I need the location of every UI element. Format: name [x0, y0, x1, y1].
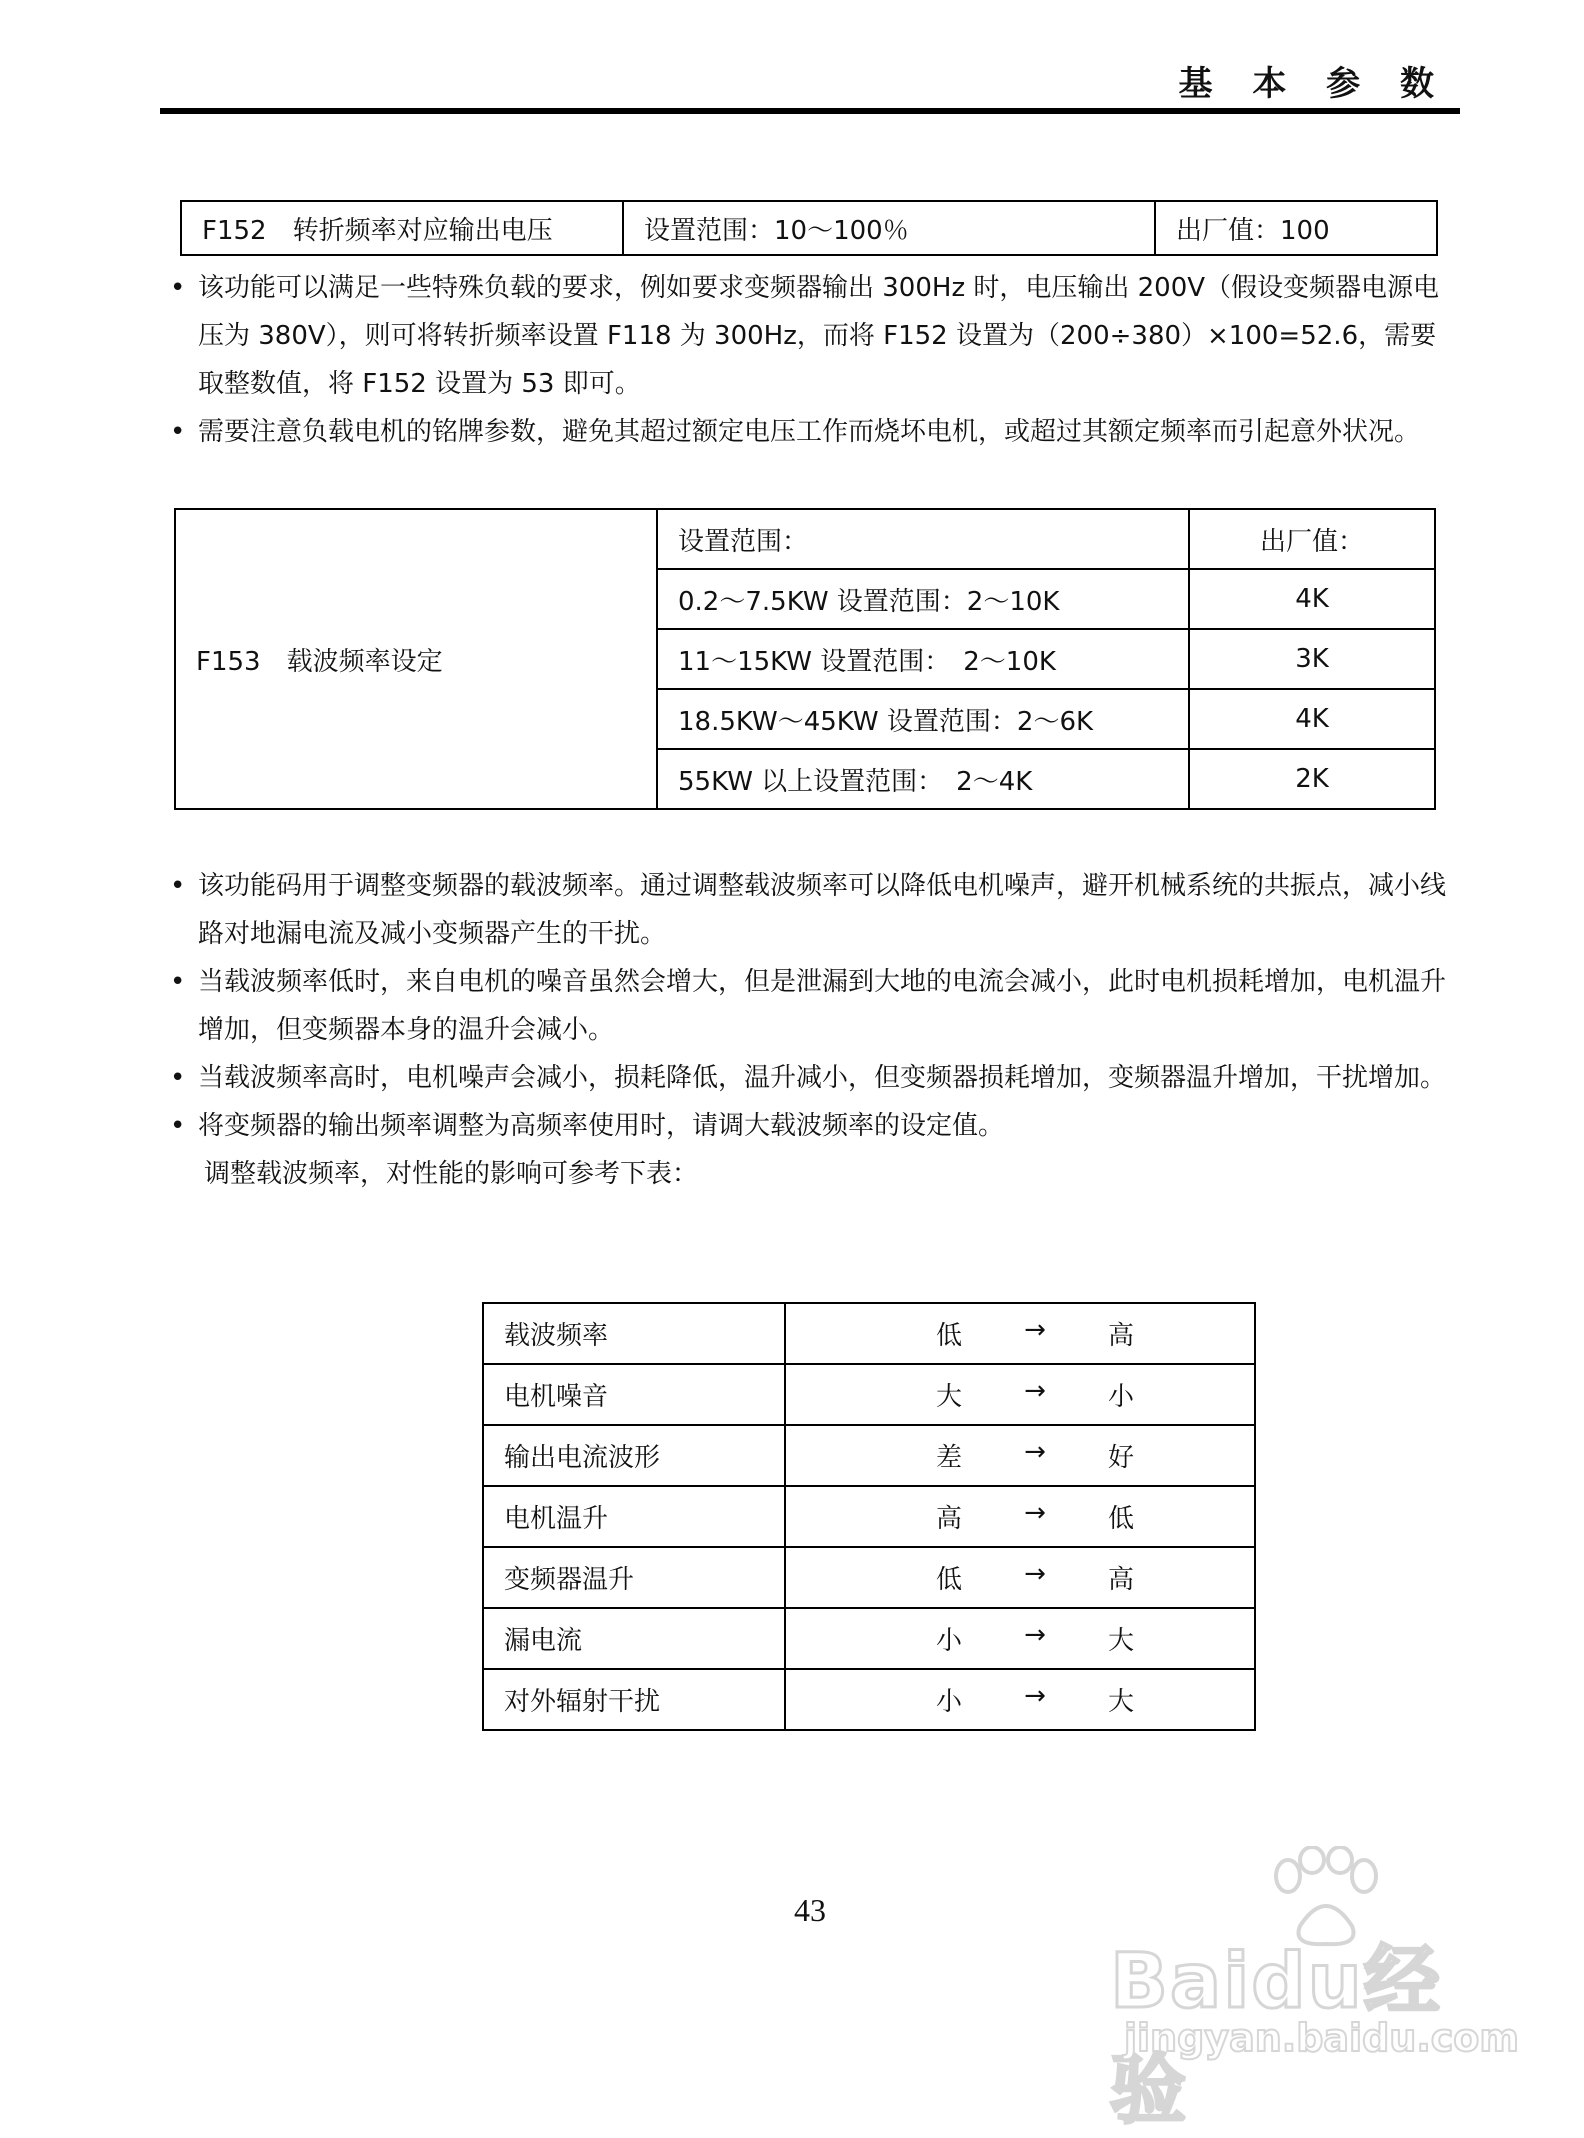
effect-from: 低: [936, 1565, 963, 1595]
effect-from: 低: [936, 1321, 963, 1351]
f152-parameter-table: [180, 200, 1438, 256]
f153-note-2: • 当载波频率低时，来自电机的噪音虽然会增大，但是泄漏到大地的电流会减小，此时电机损耗增加，电机温升增加，但变频器本身的温升会减小。: [170, 958, 1460, 1054]
effect-to: 大: [1107, 1687, 1134, 1717]
carrier-effects-table: [482, 1302, 1256, 1731]
effect-item: 漏电流: [483, 1608, 785, 1669]
f153-row-default: 2K: [1189, 749, 1435, 809]
arrow-icon: →: [1024, 1620, 1046, 1650]
effect-to: 高: [1107, 1565, 1134, 1595]
f153-note-4: • 将变频器的输出频率调整为高频率使用时，请调大载波频率的设定值。: [170, 1102, 1460, 1150]
arrow-icon: →: [1024, 1559, 1046, 1589]
f152-range: 设置范围：10～100％: [623, 201, 1155, 255]
f153-code-name: F153 载波频率设定: [175, 509, 657, 809]
page-number: 43: [794, 1892, 826, 1928]
f152-code-name: F152 转折频率对应输出电压: [181, 201, 623, 255]
f153-row-range: 55KW 以上设置范围： 2～4K: [657, 749, 1189, 809]
f152-default: 出厂值：100: [1155, 201, 1437, 255]
header-title: 基 本 参 数: [1178, 64, 1448, 104]
effect-to: 好: [1107, 1443, 1134, 1473]
effect-to: 大: [1107, 1626, 1134, 1656]
effect-item: 载波频率: [483, 1303, 785, 1364]
effect-to: 小: [1107, 1382, 1134, 1412]
f152-note-1: • 该功能可以满足一些特殊负载的要求，例如要求变频器输出 300Hz 时，电压输出 200V（假设变频器电源电压为 380V），则可将转折频率设置 F118 为 300Hz，而将 F152 设置为（200÷380）×100=52.6，需要取整数值，将 F152 设置为 53 即可。: [170, 264, 1460, 408]
f153-note-3: • 当载波频率高时，电机噪声会减小，损耗降低，温升减小，但变频器损耗增加，变频器温升增加，干扰增加。: [170, 1054, 1460, 1102]
arrow-icon: →: [1024, 1376, 1046, 1406]
effect-item: 对外辐射干扰: [483, 1669, 785, 1730]
arrow-icon: →: [1024, 1681, 1046, 1711]
effect-item: 变频器温升: [483, 1547, 785, 1608]
f153-row-range: 11～15KW 设置范围： 2～10K: [657, 629, 1189, 689]
effect-item: 电机温升: [483, 1486, 785, 1547]
effect-from: 差: [936, 1443, 963, 1473]
effect-from: 小: [936, 1687, 963, 1717]
watermark-brand: Baidu经验: [1110, 1936, 1442, 2134]
f153-row-range: 0.2～7.5KW 设置范围：2～10K: [657, 569, 1189, 629]
arrow-icon: →: [1024, 1498, 1046, 1528]
f153-header-default: 出厂值：: [1189, 509, 1435, 569]
f153-intro: 调整载波频率，对性能的影响可参考下表：: [204, 1159, 699, 1189]
watermark-domain: jingyan.baidu.com: [1124, 2016, 1519, 2060]
f153-row-default: 4K: [1189, 569, 1435, 629]
effect-item: 电机噪音: [483, 1364, 785, 1425]
arrow-icon: →: [1024, 1437, 1046, 1467]
effect-from: 高: [936, 1504, 963, 1534]
f153-parameter-table: [174, 508, 1436, 810]
f153-note-1: • 该功能码用于调整变频器的载波频率。通过调整载波频率可以降低电机噪声，避开机械系统的共振点，减小线路对地漏电流及减小变频器产生的干扰。: [170, 862, 1460, 958]
f153-row-default: 3K: [1189, 629, 1435, 689]
effect-from: 小: [936, 1626, 963, 1656]
f153-header-range: 设置范围：: [657, 509, 1189, 569]
effect-item: 输出电流波形: [483, 1425, 785, 1486]
f153-row-default: 4K: [1189, 689, 1435, 749]
f152-note-2: • 需要注意负载电机的铭牌参数，避免其超过额定电压工作而烧坏电机，或超过其额定频率而引起意外状况。: [170, 408, 1460, 456]
effect-from: 大: [936, 1382, 963, 1412]
arrow-icon: →: [1024, 1315, 1046, 1345]
f153-notes: [170, 862, 1460, 1198]
f152-notes: [170, 264, 1460, 456]
effect-to: 低: [1107, 1504, 1134, 1534]
f153-row-range: 18.5KW～45KW 设置范围：2～6K: [657, 689, 1189, 749]
baidu-watermark: [1110, 1846, 1519, 2134]
header-rule: [160, 108, 1460, 114]
effect-to: 高: [1107, 1321, 1134, 1351]
